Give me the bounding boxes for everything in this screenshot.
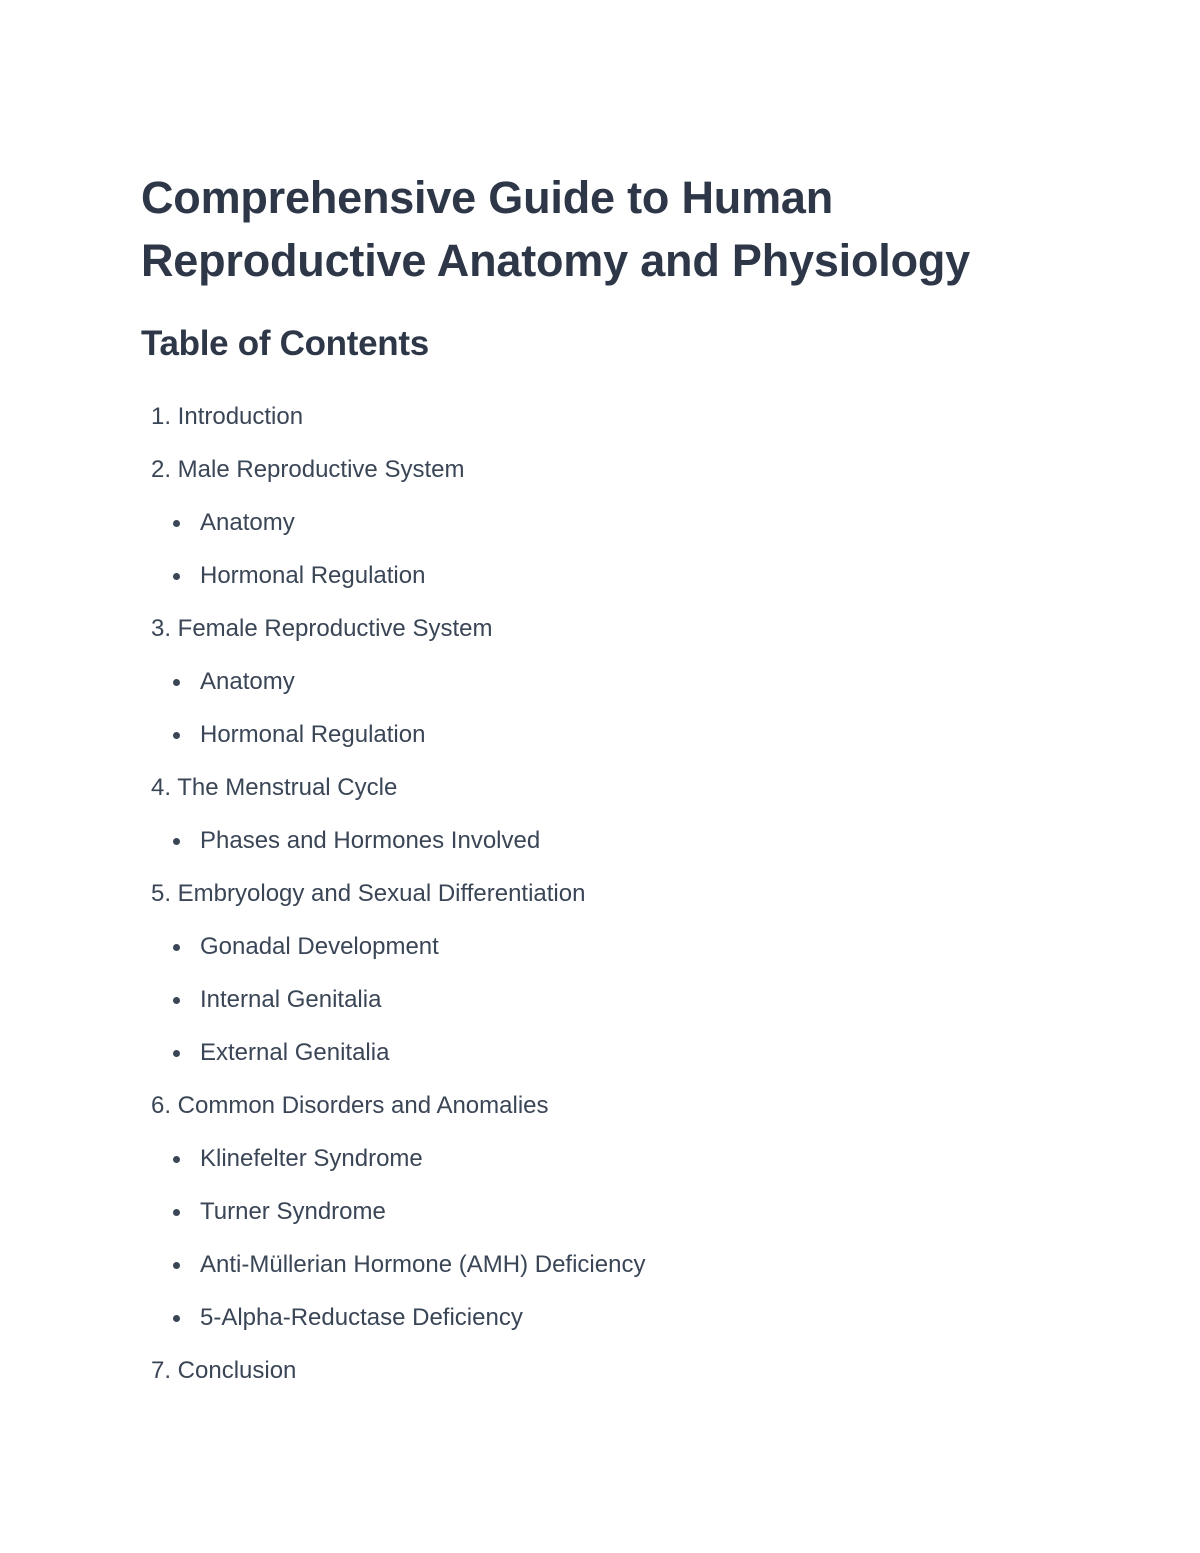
bullet-icon xyxy=(173,1050,180,1057)
toc-subitem-label: Hormonal Regulation xyxy=(200,721,426,748)
document-page xyxy=(141,166,1061,1397)
bullet-icon xyxy=(173,732,180,739)
toc-subitem-label: Klinefelter Syndrome xyxy=(200,1145,423,1172)
toc-subitem[interactable] xyxy=(141,1291,1061,1344)
toc-subitem-label: Internal Genitalia xyxy=(200,986,382,1013)
toc-subitem[interactable] xyxy=(141,708,1061,761)
toc-subitem-label: Gonadal Development xyxy=(200,933,439,960)
toc-item[interactable] xyxy=(141,761,1061,814)
toc-subitem[interactable] xyxy=(141,1026,1061,1079)
toc-item[interactable] xyxy=(141,1079,1061,1132)
document-title xyxy=(141,166,1061,292)
bullet-icon xyxy=(173,997,180,1004)
toc-subitem[interactable] xyxy=(141,1238,1061,1291)
toc-item[interactable] xyxy=(141,390,1061,443)
toc-subitem-label: External Genitalia xyxy=(200,1039,390,1066)
toc-item-number: 6. xyxy=(150,1092,171,1119)
bullet-icon xyxy=(173,944,180,951)
toc-item-label: Embryology and Sexual Differentiation xyxy=(177,880,586,907)
toc-item-number: 7. xyxy=(150,1357,171,1384)
toc-subitem[interactable] xyxy=(141,1185,1061,1238)
toc-subitem[interactable] xyxy=(141,920,1061,973)
toc-subitem[interactable] xyxy=(141,973,1061,1026)
toc-item[interactable] xyxy=(141,867,1061,920)
toc-item-label: Male Reproductive System xyxy=(177,456,465,483)
toc-subitem-label: 5-Alpha-Reductase Deficiency xyxy=(200,1304,523,1331)
toc-subitem[interactable] xyxy=(141,496,1061,549)
toc-item-label: Common Disorders and Anomalies xyxy=(177,1092,549,1119)
bullet-icon xyxy=(173,1262,180,1269)
toc-subitem-label: Anatomy xyxy=(200,668,295,695)
table-of-contents xyxy=(141,390,1061,1397)
bullet-icon xyxy=(173,838,180,845)
bullet-icon xyxy=(173,1315,180,1322)
toc-subitem-label: Hormonal Regulation xyxy=(200,562,426,589)
document-title-line-2: Reproductive Anatomy and Physiology xyxy=(141,235,970,286)
toc-item-label: The Menstrual Cycle xyxy=(177,774,398,801)
bullet-icon xyxy=(173,573,180,580)
bullet-icon xyxy=(173,679,180,686)
toc-subitem[interactable] xyxy=(141,655,1061,708)
toc-subitem[interactable] xyxy=(141,549,1061,602)
toc-item-number: 4. xyxy=(150,774,171,801)
toc-heading: Table of Contents xyxy=(141,324,429,363)
toc-item[interactable] xyxy=(141,443,1061,496)
toc-subitem-label: Anatomy xyxy=(200,509,295,536)
toc-subitem[interactable] xyxy=(141,814,1061,867)
bullet-icon xyxy=(173,1156,180,1163)
bullet-icon xyxy=(173,1209,180,1216)
toc-subitem-label: Anti-Müllerian Hormone (AMH) Deficiency xyxy=(200,1251,646,1278)
toc-subitem-label: Turner Syndrome xyxy=(200,1198,386,1225)
toc-subitem-label: Phases and Hormones Involved xyxy=(200,827,541,854)
toc-item-number: 3. xyxy=(150,615,171,642)
toc-item[interactable] xyxy=(141,602,1061,655)
toc-item-label: Female Reproductive System xyxy=(177,615,493,642)
toc-item[interactable] xyxy=(141,1344,1061,1397)
toc-item-label: Introduction xyxy=(177,403,304,430)
toc-item-number: 1. xyxy=(150,403,171,430)
document-title-line-1: Comprehensive Guide to Human xyxy=(141,172,834,223)
toc-item-number: 5. xyxy=(150,880,171,907)
toc-subitem[interactable] xyxy=(141,1132,1061,1185)
toc-item-number: 2. xyxy=(150,456,171,483)
bullet-icon xyxy=(173,520,180,527)
toc-item-label: Conclusion xyxy=(177,1357,297,1384)
